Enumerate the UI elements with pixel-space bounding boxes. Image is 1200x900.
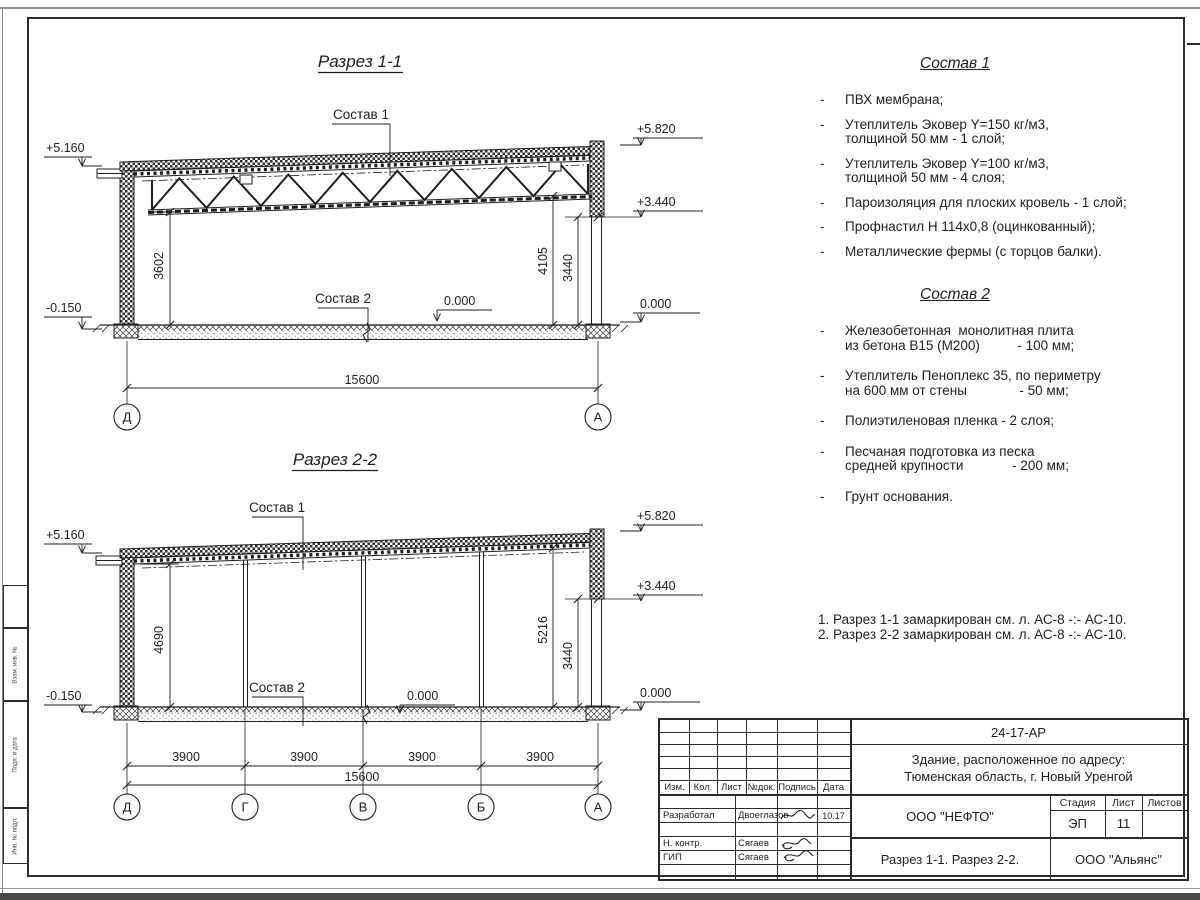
section1-texts <box>46 52 676 425</box>
item-text: Металлические фермы (с торцов балки). <box>845 243 1102 259</box>
title-block <box>658 718 1189 881</box>
item-text: средней крупности - 200 мм; <box>845 458 1069 473</box>
sostav1-heading: Состав 1 <box>920 55 990 72</box>
floor-level-mark: 0.000 <box>407 689 439 703</box>
list-item <box>790 220 1190 235</box>
footing-left <box>114 706 138 720</box>
role-developed: Разработал <box>663 810 715 821</box>
section1-structure <box>93 141 628 342</box>
axis-letter: В <box>358 799 368 815</box>
col-data: Дата <box>822 782 845 793</box>
section-2-2 <box>44 450 703 820</box>
name-gip: Сягаев <box>738 852 769 863</box>
item-text: Утеплитель Эковер Y=100 кг/м3, <box>845 155 1049 171</box>
list-item <box>790 445 1190 474</box>
side-stamp-label: Инв. № подл. <box>13 816 19 855</box>
item-text: Грунт основания. <box>845 488 953 504</box>
elev-right-top: +5.820 <box>637 122 676 136</box>
stage-value: ЭП <box>1068 816 1087 831</box>
item-dash: - <box>820 368 825 383</box>
dim-span: 3900 <box>172 750 200 764</box>
axis-letter: А <box>593 409 603 425</box>
side-stamp-label: Подп. и дата <box>13 736 19 773</box>
left-wall <box>120 550 134 707</box>
list-item <box>790 157 1190 186</box>
elev-right-bot: 0.000 <box>640 686 672 700</box>
item-dash: - <box>820 243 825 259</box>
item-text: толщиной 50 мм - 1 слой; <box>845 131 1006 146</box>
right-wall-lower <box>592 599 602 706</box>
side-stamp-cell-inv <box>3 807 29 864</box>
sostav1-list <box>790 93 1190 269</box>
item-dash: - <box>820 116 825 132</box>
name-ncontr: Сягаев <box>738 838 769 849</box>
elev-left-bot: -0.150 <box>46 301 82 315</box>
drawing-subtitle: Разрез 1-1. Разрез 2-2. <box>880 852 1020 867</box>
list-item <box>790 93 1190 108</box>
left-wall <box>120 163 134 325</box>
dim-5216: 5216 <box>536 616 550 644</box>
item-dash: - <box>820 155 825 171</box>
axis-letter: Д <box>122 409 132 425</box>
footing-right <box>586 706 610 720</box>
role-gip: ГИП <box>663 852 682 863</box>
name-developed: Двоеглазов <box>738 810 789 821</box>
item-text: Полиэтиленовая пленка - 2 слоя; <box>845 413 1055 428</box>
truss-gusset-left <box>240 175 252 184</box>
sheet-value: 11 <box>1116 816 1131 831</box>
stage-label: Стадия <box>1059 797 1096 809</box>
elev-right-bot: 0.000 <box>640 297 672 311</box>
item-text: Утеплитель Эковер Y=150 кг/м3, <box>845 116 1049 132</box>
sostav1-callout: Состав 1 <box>333 107 389 122</box>
right-wall-lower <box>592 217 602 324</box>
signature <box>778 837 817 864</box>
item-dash: - <box>820 443 825 459</box>
dim-15600: 15600 <box>344 373 380 387</box>
list-item <box>790 118 1190 147</box>
role-ncontr: Н. контр. <box>663 838 703 849</box>
signature <box>778 808 817 822</box>
sheet-label: Лист <box>1112 797 1135 809</box>
floor-level-mark: 0.000 <box>444 294 476 308</box>
sheets-label: Листов <box>1147 797 1182 809</box>
dim-3440: 3440 <box>561 254 575 282</box>
sostav1-callout: Состав 1 <box>249 500 305 515</box>
sostav2-heading: Состав 2 <box>920 286 990 303</box>
item-text: Железобетонная монолитная плита <box>845 323 1074 338</box>
slab-hatch <box>138 326 588 331</box>
side-stamp-label: Взам. инв. № <box>13 645 20 684</box>
dim-span: 3900 <box>526 750 554 764</box>
right-wall-upper <box>590 141 604 217</box>
right-wall-upper <box>590 529 604 599</box>
item-dash: - <box>820 194 825 210</box>
doc-number: 24-17-АР <box>991 725 1046 740</box>
col-ndok: №док. <box>747 782 776 793</box>
item-dash: - <box>820 219 825 234</box>
org-name: ООО "Альянс" <box>1075 852 1162 867</box>
axis-letter: Г <box>241 799 249 815</box>
section2-texts <box>46 450 676 815</box>
col-izm: Изм. <box>664 782 685 793</box>
section1-title: Разрез 1-1 <box>317 52 403 71</box>
list-item <box>790 490 1190 505</box>
side-stamp-cell-empty <box>3 585 29 629</box>
axis-letter: Б <box>476 799 486 815</box>
footing-right <box>586 324 610 338</box>
list-item <box>790 324 1190 353</box>
dim-span: 3900 <box>408 750 436 764</box>
sostav2-callout: Состав 2 <box>315 291 371 306</box>
truss-webs <box>152 165 588 210</box>
elev-right-mid: +3.440 <box>637 195 676 209</box>
dim-span: 3900 <box>290 750 318 764</box>
side-stamp-cell-podp <box>3 700 29 809</box>
elev-left-top: +5.160 <box>46 528 85 542</box>
date-developed: 10.17 <box>822 811 845 821</box>
address-line2: Тюменская область, г. Новый Уренгой <box>904 769 1133 784</box>
footing-left <box>114 324 138 338</box>
col-list: Лист <box>721 782 742 793</box>
list-item <box>790 245 1190 260</box>
item-text: из бетона В15 (М200) - 100 мм; <box>845 337 1075 353</box>
note-line: 2. Разрез 2-2 замаркирован см. л. АС-8 -:- АС-10. <box>818 627 1127 642</box>
sostav2-callout: Состав 2 <box>249 680 305 695</box>
dim-15600: 15600 <box>344 770 380 784</box>
axis-letter: Д <box>122 799 132 815</box>
notes <box>818 612 1127 642</box>
item-dash: - <box>820 413 825 428</box>
elev-right-top: +5.820 <box>637 509 676 523</box>
item-text: на 600 мм от стены - 50 мм; <box>845 382 1069 398</box>
axis-letter: А <box>593 799 603 815</box>
address-line1: Здание, расположенное по адресу: <box>911 752 1126 767</box>
col-podpis: Подпись <box>778 782 816 793</box>
section2-title: Разрез 2-2 <box>292 450 378 469</box>
list-item <box>790 414 1190 429</box>
dim-4690: 4690 <box>152 626 166 654</box>
section-1-1 <box>44 52 703 430</box>
item-dash: - <box>820 323 825 338</box>
elev-left-top: +5.160 <box>46 141 85 155</box>
note-line: 1. Разрез 1-1 замаркирован см. л. АС-8 -:- АС-10. <box>818 612 1127 627</box>
section2-annotations <box>44 471 703 821</box>
dim-3440: 3440 <box>561 642 575 670</box>
item-text: Пароизоляция для плоских кровель - 1 слой; <box>845 194 1127 210</box>
list-item <box>790 196 1190 211</box>
dim-4105: 4105 <box>536 247 550 275</box>
item-text: толщиной 50 мм - 4 слоя; <box>845 170 1005 185</box>
sostav2-list <box>790 324 1190 520</box>
company: ООО "НЕФТО" <box>906 809 994 824</box>
item-text: ПВХ мембрана; <box>845 92 944 107</box>
item-dash: - <box>820 92 825 107</box>
list-item <box>790 369 1190 398</box>
elev-left-bot: -0.150 <box>46 689 82 703</box>
truss-gusset-right <box>549 162 561 171</box>
side-stamp-cell-vzam <box>3 627 29 702</box>
col-kol: Кол. <box>693 782 713 793</box>
item-text: Утеплитель Пеноплекс 35, по периметру <box>845 368 1101 383</box>
item-dash: - <box>820 488 825 504</box>
dim-3602: 3602 <box>152 252 166 280</box>
elev-right-mid: +3.440 <box>637 579 676 593</box>
item-text: Профнастил Н 114х0,8 (оцинкованный); <box>845 219 1096 234</box>
item-text: Песчаная подготовка из песка <box>845 443 1035 459</box>
